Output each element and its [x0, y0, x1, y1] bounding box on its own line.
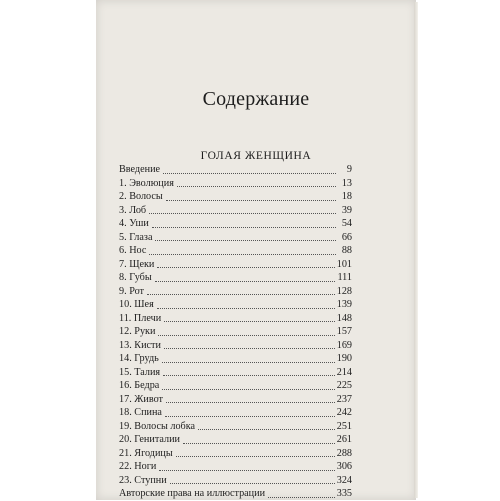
toc-entry-label: 21. Ягодицы: [119, 447, 173, 459]
toc-entry-label: 12. Руки: [119, 326, 156, 337]
toc-entry: [119, 312, 352, 326]
toc-entry-page: 66: [341, 231, 352, 243]
toc-entry-page: 157: [336, 326, 352, 337]
toc-entry-label: 20. Гениталии: [119, 434, 180, 445]
dot-leader: [163, 173, 336, 174]
dot-leader: [157, 308, 335, 309]
toc-entry-page: 101: [336, 258, 352, 270]
toc-entry-label: 16. Бедра: [119, 380, 160, 391]
toc-entry: [119, 325, 352, 339]
toc-entry-page: 242: [336, 407, 352, 418]
toc-entry: [119, 379, 352, 393]
toc-entry-label: 3. Лоб: [119, 204, 147, 216]
dot-leader: [165, 416, 335, 417]
dot-leader: [166, 200, 336, 201]
section-title: ГОЛАЯ ЖЕНЩИНА: [200, 150, 312, 162]
toc-entry: [119, 433, 352, 447]
toc-entry: [119, 393, 352, 407]
toc-entry: [119, 190, 352, 204]
toc-entry: [119, 163, 352, 177]
dot-leader: [163, 375, 335, 376]
dot-leader: [164, 321, 335, 322]
toc-entry: [119, 231, 352, 245]
toc-entry: [119, 244, 352, 258]
dot-leader: [155, 240, 336, 241]
toc-entry-page: 169: [336, 339, 352, 351]
dot-leader: [170, 483, 335, 484]
toc-entry-page: 128: [336, 285, 352, 297]
table-of-contents: [119, 163, 352, 501]
toc-entry: [119, 447, 352, 461]
toc-entry-page: 324: [336, 474, 352, 486]
toc-entry-page: 225: [336, 380, 352, 391]
dot-leader: [159, 470, 334, 471]
toc-entry-label: 15. Талия: [119, 366, 161, 378]
toc-entry: [119, 258, 352, 272]
dot-leader: [149, 254, 336, 255]
dot-leader: [166, 402, 335, 403]
toc-entry-label: 23. Ступни: [119, 474, 167, 486]
toc-entry-label: 14. Грудь: [119, 353, 159, 364]
toc-entry-page: 9: [346, 164, 352, 175]
toc-entry-page: 190: [336, 353, 352, 364]
dot-leader: [268, 497, 335, 498]
toc-entry: [119, 285, 352, 299]
toc-entry-label: 6. Нос: [119, 245, 147, 256]
toc-entry-page: 306: [336, 461, 352, 472]
toc-entry: [119, 487, 352, 501]
toc-entry-page: 139: [336, 299, 352, 310]
toc-entry: [119, 217, 352, 231]
toc-entry-page: 288: [336, 447, 352, 459]
toc-entry: [119, 420, 352, 434]
toc-entry: [119, 271, 352, 285]
toc-entry-label: 7. Щеки: [119, 258, 155, 270]
dot-leader: [147, 294, 335, 295]
toc-entry: [119, 298, 352, 312]
toc-entry-page: 148: [336, 312, 352, 324]
toc-entry: [119, 406, 352, 420]
dot-leader: [158, 335, 334, 336]
toc-entry-label: 11. Плечи: [119, 312, 162, 324]
toc-entry: [119, 474, 352, 488]
toc-entry-page: 13: [341, 177, 352, 189]
page-title: Содержание: [202, 88, 310, 110]
dot-leader: [152, 227, 336, 228]
toc-entry-page: 18: [341, 191, 352, 202]
toc-entry-page: 237: [336, 393, 352, 405]
toc-entry-label: 13. Кисти: [119, 339, 161, 351]
dot-leader: [149, 213, 336, 214]
toc-entry: [119, 352, 352, 366]
toc-entry-page: 335: [336, 488, 352, 499]
toc-entry-label: 4. Уши: [119, 218, 149, 229]
dot-leader: [183, 443, 335, 444]
dot-leader: [198, 429, 335, 430]
toc-entry-label: 18. Спина: [119, 407, 162, 418]
dot-leader: [157, 267, 334, 268]
toc-entry-page: 261: [336, 434, 352, 445]
toc-entry: [119, 177, 352, 191]
toc-entry-label: Введение: [119, 164, 161, 175]
toc-entry-label: Авторские права на иллюстрации: [119, 488, 266, 499]
toc-entry-label: 8. Губы: [119, 272, 152, 283]
toc-entry: [119, 204, 352, 218]
toc-entry: [119, 460, 352, 474]
toc-entry-page: 54: [341, 218, 352, 229]
toc-entry-label: 22. Ноги: [119, 461, 157, 472]
toc-entry-page: 214: [336, 366, 352, 378]
dot-leader: [176, 456, 335, 457]
toc-entry-label: 19. Волосы лобка: [119, 420, 196, 432]
toc-entry-page: 251: [336, 420, 352, 432]
dot-leader: [155, 281, 336, 282]
toc-entry-label: 5. Глаза: [119, 231, 153, 243]
toc-entry-page: 39: [341, 204, 352, 216]
dot-leader: [162, 362, 335, 363]
dot-leader: [162, 389, 334, 390]
toc-entry-label: 9. Рот: [119, 285, 145, 297]
toc-entry-label: 17. Живот: [119, 393, 164, 405]
toc-entry-label: 1. Эволюция: [119, 177, 174, 189]
toc-entry: [119, 366, 352, 380]
page-edge: [414, 2, 418, 498]
toc-entry-page: 88: [341, 245, 352, 256]
dot-leader: [177, 186, 336, 187]
toc-entry: [119, 339, 352, 353]
dot-leader: [164, 348, 335, 349]
toc-entry-page: 111: [337, 272, 352, 283]
toc-entry-label: 10. Шея: [119, 299, 154, 310]
toc-entry-label: 2. Волосы: [119, 191, 163, 202]
